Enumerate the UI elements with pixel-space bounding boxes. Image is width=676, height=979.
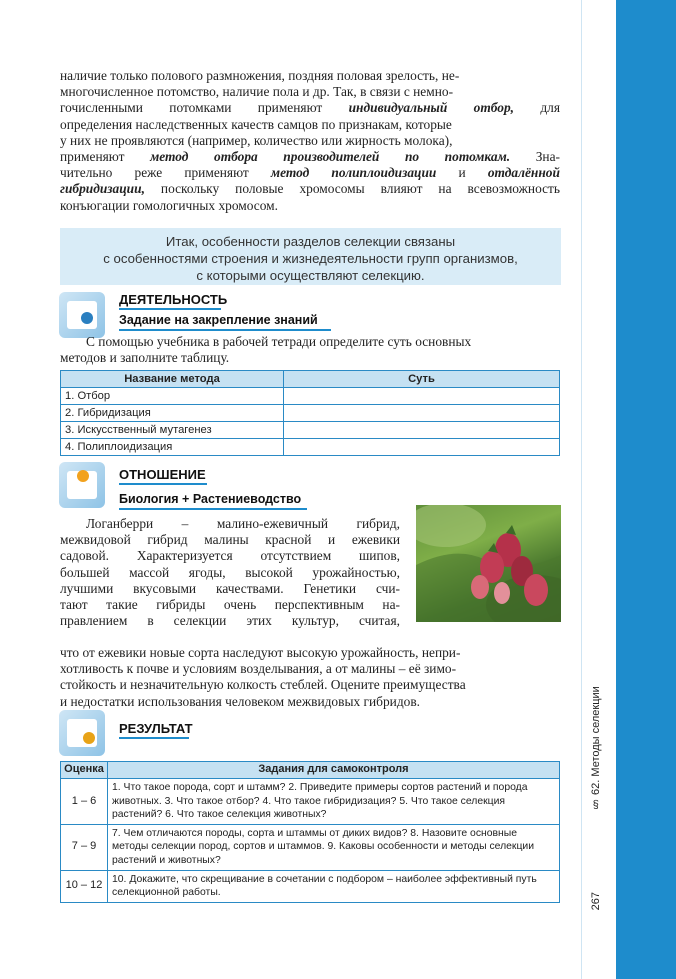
text-line: у них не проявляются (например, количество или жирность молока), bbox=[60, 132, 453, 148]
term-distant: отдалённой bbox=[487, 165, 560, 181]
column-header-method: Название метода bbox=[61, 371, 284, 388]
person-icon bbox=[77, 470, 89, 482]
grade-cell: 10 – 12 bbox=[61, 870, 108, 902]
column-header-grade: Оценка bbox=[61, 762, 108, 779]
summary-box bbox=[60, 228, 561, 285]
text-line: правлением в селекции этих культур, считая, bbox=[60, 613, 400, 629]
method-cell: 4. Полиплоидизация bbox=[61, 439, 284, 456]
term-hybridization: гибридизации, bbox=[60, 181, 145, 197]
table-row bbox=[61, 422, 560, 439]
magnifier-icon bbox=[81, 312, 93, 324]
table-row bbox=[61, 870, 560, 902]
tasks-cell: 10. Докажите, что скрещивание в сочетании с подбором – наиболее эффективный путь селекционной работы. bbox=[108, 870, 560, 902]
intro-paragraph bbox=[60, 68, 560, 214]
text-line: хотливость к почве и условиям возделывания, а от малины – её зимо- bbox=[60, 661, 457, 677]
plain-run: чительно реже применяют bbox=[60, 165, 249, 181]
summary-line: Итак, особенности разделов селекции связаны bbox=[165, 234, 456, 249]
title-underline bbox=[119, 483, 207, 485]
summary-line: с которыми осуществляют селекцию. bbox=[196, 268, 425, 283]
text-line: стойкость и незначительную колкость стеблей. Оцените преимущества bbox=[60, 677, 466, 693]
text-line: межвидовой гибрид малины красной и ежевики bbox=[60, 532, 400, 548]
grade-cell: 7 – 9 bbox=[61, 824, 108, 870]
plain-run: поскольку половые хромосомы влияют на всевозможность bbox=[160, 181, 560, 197]
activity-subtitle: Задание на закрепление знаний bbox=[119, 313, 318, 327]
title-underline bbox=[119, 308, 221, 310]
text-line: методов и заполните таблицу. bbox=[60, 350, 230, 366]
text-line bbox=[60, 165, 560, 181]
activity-title: ДЕЯТЕЛЬНОСТЬ bbox=[119, 292, 228, 307]
activity-text bbox=[60, 334, 560, 366]
result-icon bbox=[59, 710, 105, 756]
relation-title: ОТНОШЕНИЕ bbox=[119, 467, 206, 482]
essence-cell bbox=[284, 422, 560, 439]
text-line: определения наследственных качеств самцов по признакам, которые bbox=[60, 116, 452, 132]
margin-strip bbox=[581, 0, 617, 979]
essence-cell bbox=[284, 388, 560, 405]
plain-run: для bbox=[540, 100, 560, 116]
text-line: тают такие гибриды очень перспективным на- bbox=[60, 597, 400, 613]
table-row bbox=[61, 779, 560, 825]
text-line: лучшими вкусовыми качествами. Генетики счи- bbox=[60, 580, 400, 596]
plain-run: гочисленными потомками применяют bbox=[60, 100, 323, 116]
term-progeny-test: метод отбора производителей по потомкам. bbox=[150, 149, 511, 165]
tasks-cell: 1. Что такое порода, сорт и штамм? 2. Приведите примеры сортов растений и порода животных. 3. Что такое отбор? 4. Что такое гибридизация? 5. Что такое селекция растений? 6. Что такое селекция животных? bbox=[108, 779, 560, 825]
table-row bbox=[61, 824, 560, 870]
text-line: что от ежевики новые сорта наследуют высокую урожайность, непри- bbox=[60, 645, 461, 660]
summary-line: с особенностями строения и жизнедеятельности групп организмов, bbox=[103, 251, 518, 266]
method-cell: 2. Гибридизация bbox=[61, 405, 284, 422]
table-header-row bbox=[61, 762, 560, 779]
loganberry-paragraph-continued bbox=[60, 645, 560, 710]
result-title: РЕЗУЛЬТАТ bbox=[119, 721, 193, 736]
grade-cell: 1 – 6 bbox=[61, 779, 108, 825]
activity-icon bbox=[59, 292, 105, 338]
text-line: садовой. Характеризуется отсутствием шипов, bbox=[60, 548, 400, 564]
text-line bbox=[60, 100, 560, 116]
column-header-tasks: Задания для самоконтроля bbox=[108, 762, 560, 779]
loganberry-paragraph bbox=[60, 516, 400, 629]
method-cell: 1. Отбор bbox=[61, 388, 284, 405]
text-line: конъюгации гомологичных хромосом. bbox=[60, 197, 279, 213]
relation-subtitle: Биология + Растениеводство bbox=[119, 492, 302, 506]
tasks-cell: 7. Чем отличаются породы, сорта и штаммы от диких видов? 8. Назовите основные методы селекции пород, сортов и штаммов. 9. Каковы особенности и методы селекции растений и животных? bbox=[108, 824, 560, 870]
text-line: большей массой ягоды, высокой урожайностью, bbox=[60, 564, 400, 580]
self-check-table bbox=[60, 761, 560, 903]
methods-table bbox=[60, 370, 560, 456]
subtitle-underline bbox=[119, 508, 307, 510]
subtitle-underline bbox=[119, 329, 331, 331]
text-line: многочисленное потомство, наличие пола и др. Так, в связи с немно- bbox=[60, 84, 454, 100]
table-row bbox=[61, 388, 560, 405]
pencil-icon bbox=[83, 732, 95, 744]
essence-cell bbox=[284, 439, 560, 456]
section-label: § 62. Методы селекции bbox=[590, 686, 602, 810]
text-line: С помощью учебника в рабочей тетради определите суть основных bbox=[86, 334, 472, 349]
essence-cell bbox=[284, 405, 560, 422]
column-header-essence: Суть bbox=[284, 371, 560, 388]
title-underline bbox=[119, 737, 189, 739]
relation-icon bbox=[59, 462, 105, 508]
method-cell: 3. Искусственный мутагенез bbox=[61, 422, 284, 439]
loganberry-photo bbox=[416, 505, 561, 622]
term-polyploidization: метод полиплоидизации bbox=[270, 165, 437, 181]
plain-run: Зна- bbox=[535, 149, 560, 165]
text-line: наличие только полового размножения, поздняя половая зрелость, не- bbox=[60, 68, 460, 83]
text-line bbox=[60, 181, 560, 197]
plain-run: применяют bbox=[60, 149, 125, 165]
table-header-row bbox=[61, 371, 560, 388]
table-row bbox=[61, 439, 560, 456]
text-line bbox=[60, 149, 560, 165]
page-number: 267 bbox=[590, 892, 602, 911]
text-line: Логанберри – малино-ежевичный гибрид, bbox=[86, 516, 400, 531]
plain-run: и bbox=[458, 165, 466, 181]
berries-illustration bbox=[416, 505, 561, 622]
term-individual-selection: индивидуальный отбор, bbox=[348, 100, 514, 116]
blue-edge-bar bbox=[616, 0, 676, 979]
table-row bbox=[61, 405, 560, 422]
text-line: и недостатки использования человеком межвидовых гибридов. bbox=[60, 693, 421, 709]
